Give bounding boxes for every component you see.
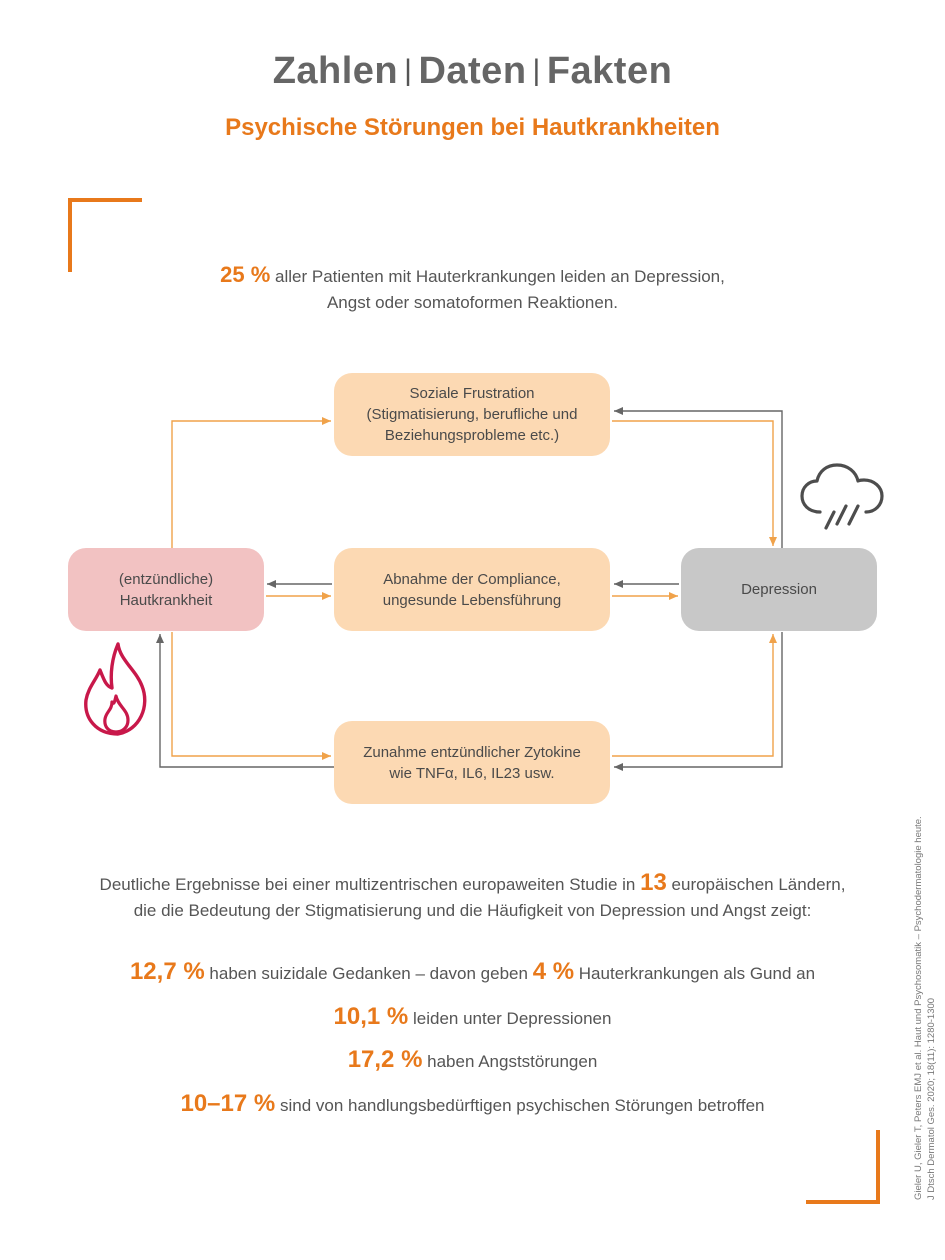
node-compliance: Abnahme der Compliance, ungesunde Lebensführung	[334, 548, 610, 631]
title-part-fakten: Fakten	[546, 50, 673, 92]
stat-value: 12,7 %	[129, 958, 205, 985]
title-separator: |	[532, 54, 541, 87]
intro-percent: 25 %	[220, 262, 271, 287]
stat-depression	[0, 1003, 945, 1031]
stat-value: 10,1 %	[333, 1003, 409, 1030]
title-separator: |	[404, 54, 413, 87]
node-hautkrankheit: (entzündliche) Hautkrankheit	[68, 548, 264, 631]
title-part-daten: Daten	[418, 50, 527, 92]
arrow-frustration-to-depression	[612, 421, 773, 546]
stat-suicidal-thoughts	[0, 958, 945, 986]
page-subtitle: Psychische Störungen bei Hautkrankheiten	[225, 114, 720, 141]
arrow-zytokine-to-depression	[612, 634, 773, 756]
stat-text: haben Angststörungen	[427, 1052, 598, 1071]
intro-line1: aller Patienten mit Hauterkrankungen leiden an Depression,	[275, 267, 725, 286]
study-country-count: 13	[640, 869, 667, 896]
study-line1-post: europäischen Ländern,	[671, 875, 846, 894]
study-summary	[0, 870, 945, 924]
stat-text: leiden unter Depressionen	[412, 1009, 612, 1028]
stat-text-secondary: Hauterkrankungen als Gund an	[578, 964, 816, 983]
study-line2: die die Bedeutung der Stigmatisierung und die Häufigkeit von Depression und Angst zeigt:	[133, 901, 812, 920]
arrow-depression-to-frustration	[614, 411, 782, 548]
node-zytokine: Zunahme entzündlicher Zytokine wie TNFα, IL6, IL23 usw.	[334, 721, 610, 804]
arrow-zytokine-to-haut	[160, 634, 334, 767]
study-line1-pre: Deutliche Ergebnisse bei einer multizentrischen europaweiten Studie in	[99, 875, 636, 894]
title-part-zahlen: Zahlen	[272, 50, 399, 92]
node-soziale-frustration: Soziale Frustration (Stigmatisierung, berufliche und Beziehungsprobleme etc.)	[334, 373, 610, 456]
arrow-haut-to-frustration	[172, 421, 331, 548]
source-reference	[912, 770, 938, 1200]
reference-line1: Gieler U, Gieler T, Peters EMJ et al. Haut und Psychosomatik – Psychodermatologie heute.	[913, 816, 924, 1200]
stat-value: 10–17 %	[180, 1090, 276, 1117]
arrow-haut-to-zytokine	[172, 632, 331, 756]
stat-anxiety	[0, 1046, 945, 1074]
reference-line2: J Dtsch Dermatol Ges. 2020; 18(11): 1280-1300	[926, 997, 937, 1200]
stat-value-secondary: 4 %	[532, 958, 575, 985]
flame-icon	[80, 640, 154, 740]
rain-cloud-icon	[796, 462, 888, 542]
stat-text: haben suizidale Gedanken – davon geben	[209, 964, 528, 983]
node-depression: Depression	[681, 548, 877, 631]
stat-psychic-disorders	[0, 1090, 945, 1118]
intro-line2: Angst oder somatoformen Reaktionen.	[326, 293, 619, 312]
stat-value: 17,2 %	[347, 1046, 423, 1073]
stat-text: sind von handlungsbedürftigen psychischen Störungen betroffen	[279, 1096, 765, 1115]
arrow-depression-to-zytokine	[614, 632, 782, 767]
